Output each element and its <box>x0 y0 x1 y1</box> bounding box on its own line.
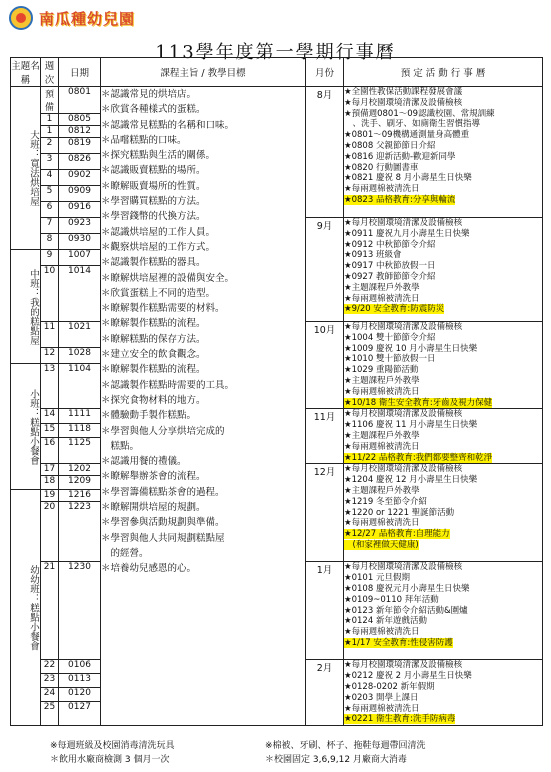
table-header-row <box>11 58 543 87</box>
highlighted-activity <box>344 453 542 464</box>
date-cell: 1014 <box>59 266 101 322</box>
activity-text: ★每兩週棉被清洗日 <box>344 518 420 529</box>
school-logo <box>5 4 155 34</box>
date-cell: 0819 <box>59 138 101 154</box>
week-cell: 23 <box>41 674 59 688</box>
activity-item <box>344 141 542 152</box>
activity-text: ★1029 重陽節活動 <box>344 365 419 376</box>
week-cell: 24 <box>41 688 59 702</box>
date-cell: 1125 <box>59 437 101 463</box>
week-cell: 1 <box>41 114 59 126</box>
activity-text: ★0823 品格教育:分享與輪流 <box>344 194 456 205</box>
activity-text: ★0821 慶祝 8 月小壽星生日快樂 <box>344 173 472 184</box>
week-cell: 11 <box>41 322 59 348</box>
activity-item <box>344 464 542 475</box>
date-cell: 0805 <box>59 114 101 126</box>
date-cell: 1216 <box>59 490 101 502</box>
goal-item: ＊探究糕點與生活的關係。 <box>101 150 216 162</box>
month-cell: 12月 <box>306 464 344 562</box>
activity-text: ★每月校園環境清潔及設備檢核 <box>344 660 463 671</box>
goal-item: ＊認識販賣糕點的場所。 <box>101 165 206 177</box>
activity-text: ★1204 慶祝 12 月小壽星生日快樂 <box>344 475 478 486</box>
activities-cell <box>344 322 543 409</box>
week-cell: 8 <box>41 234 59 250</box>
week-cell: 25 <box>41 702 59 726</box>
activity-item <box>344 109 542 120</box>
date-cell: 0113 <box>59 674 101 688</box>
activity-text: ★1219 冬至節令介紹 <box>344 496 427 507</box>
goals-cell <box>101 87 306 726</box>
date-cell: 0812 <box>59 126 101 138</box>
week-cell: 7 <box>41 218 59 234</box>
activity-text: ★0124 新年遊戲活動 <box>344 616 427 627</box>
activity-text: ★主題課程戶外教學 <box>344 282 420 293</box>
date-cell: 1021 <box>59 322 101 348</box>
activity-text: ★0917 中秋節放假一日 <box>344 261 436 272</box>
activity-item <box>344 431 542 442</box>
goal-item: ＊品嚐糕點的口味。 <box>101 134 187 146</box>
goal-item: ＊認識製作糕點的器具。 <box>101 257 206 269</box>
goal-item: 糕點。 <box>101 440 140 452</box>
activity-text: ★0221 衛生教育:洗手防病毒 <box>344 714 456 725</box>
goal-item: ＊觀察烘培屋的工作方式。 <box>101 241 216 253</box>
goal-item: ＊認識用餐的禮儀。 <box>101 456 187 468</box>
goal-item: ＊認識常見的烘培店。 <box>101 89 197 100</box>
activity-text: ★每月校園環境清潔及設備檢核 <box>344 97 463 108</box>
week-cell: 9 <box>41 250 59 266</box>
activity-text: ★主題課程戶外教學 <box>344 485 420 496</box>
goal-item: ＊學習錢幣的代換方法。 <box>101 211 206 223</box>
goal-item: ＊學習與他人分享烘培完成的 <box>101 425 225 437</box>
activities-cell <box>344 409 543 464</box>
goal-item: ＊認識常見糕點的名稱和口味。 <box>101 119 235 131</box>
month-cell: 8月 <box>306 87 344 218</box>
activity-text: ★每兩週棉被清洗日 <box>344 627 420 638</box>
header-month: 月份 <box>306 58 344 87</box>
activity-item <box>344 294 542 305</box>
date-cell: 0930 <box>59 234 101 250</box>
activity-text: ★0801～09機構通測量身高體重 <box>344 130 470 141</box>
page-title: 113學年度第一學期行事曆 <box>155 42 396 63</box>
highlighted-activity <box>344 529 542 540</box>
week-cell: 15 <box>41 423 59 437</box>
activity-item <box>344 376 542 387</box>
activity-text: ★10/18 衛生安全教育:牙齒及視力保健 <box>344 397 493 408</box>
date-cell: 1007 <box>59 250 101 266</box>
activity-item <box>344 497 542 508</box>
week-cell: 21 <box>41 562 59 660</box>
footer-line-2 <box>50 752 407 765</box>
activity-text: ★1009 慶祝 10 月小壽星生日快樂 <box>344 343 478 354</box>
activity-item <box>344 218 542 229</box>
goal-item: ＊瞭解舉辦茶會的流程。 <box>101 471 206 483</box>
week-cell: 1 <box>41 126 59 138</box>
activity-item <box>344 229 542 240</box>
activity-text: 、洗手、刷牙、如廁衛生習慣指導 <box>344 119 481 130</box>
date-cell: 0909 <box>59 186 101 202</box>
week-cell: 16 <box>41 437 59 463</box>
month-cell: 2月 <box>306 660 344 726</box>
activity-text: ★預備週0801～09認識校園、常規訓練 <box>344 108 495 119</box>
week-cell: 預備 <box>41 87 59 114</box>
activity-item <box>344 152 542 163</box>
month-cell: 9月 <box>306 218 344 322</box>
footer-note-cleaning: ※每週班級及校園消毒清洗玩具 <box>50 741 175 751</box>
activity-text: ★0109~0110 拜年活動 <box>344 594 439 605</box>
goal-item: ＊瞭解糕點的保存方法。 <box>101 333 206 345</box>
activity-text: ★0816 迎新活動-歡迎新同學 <box>344 151 456 162</box>
header-week: 週次 <box>41 58 59 87</box>
activity-text: ★0128-0202 新年假期 <box>344 681 435 692</box>
activity-text: ★11/22 品格教育:我們都要整齊和乾淨 <box>344 452 493 463</box>
date-cell: 1104 <box>59 364 101 409</box>
goal-item: ＊學習與他人共同規劃糕點屋 <box>101 532 225 544</box>
date-cell: 0106 <box>59 660 101 674</box>
activity-item <box>344 562 542 573</box>
activity-item <box>344 616 542 627</box>
header-theme: 主題名稱 <box>11 58 41 87</box>
activity-text: ★每月校園環境清潔及設備檢核 <box>344 464 463 475</box>
week-cell: 5 <box>41 186 59 202</box>
activity-item <box>344 486 542 497</box>
activity-text: ★0912 中秋節節令介紹 <box>344 239 436 250</box>
week-cell: 2 <box>41 138 59 154</box>
week-cell: 20 <box>41 502 59 562</box>
date-cell: 1202 <box>59 464 101 476</box>
activity-item <box>344 442 542 453</box>
week-cell: 22 <box>41 660 59 674</box>
activity-item <box>344 595 542 606</box>
activity-item <box>344 387 542 398</box>
activity-item <box>344 508 542 519</box>
activity-item <box>344 250 542 261</box>
activity-item <box>344 240 542 251</box>
footer-note-water: ＊飲用水廠商檢測 3 個月一次 <box>50 755 170 765</box>
week-cell: 3 <box>41 154 59 170</box>
goal-item: ＊學習籌備糕點茶會的過程。 <box>101 486 225 498</box>
theme-cell: 大班：寬法烘培屋 <box>11 87 41 250</box>
activity-text: ★0203 開學上課日 <box>344 692 419 703</box>
goal-item: ＊欣賞各種樣式的蛋糕。 <box>101 104 206 116</box>
date-cell: 1230 <box>59 562 101 660</box>
footer-note-disinfection: ＊校園固定 3,6,9,12 月廠商大消毒 <box>265 755 407 765</box>
activity-text: ★0913 班級會 <box>344 250 402 261</box>
highlighted-activity <box>344 638 542 649</box>
activity-item <box>344 173 542 184</box>
date-cell: 1028 <box>59 348 101 364</box>
goal-item: ＊瞭解開烘培屋的規劃。 <box>101 502 206 514</box>
date-cell: 0916 <box>59 202 101 218</box>
logo-emblem-icon <box>9 6 33 30</box>
date-cell: 0801 <box>59 87 101 114</box>
highlighted-activity <box>344 398 542 409</box>
goal-item: ＊瞭解製作糕點的流程。 <box>101 364 206 376</box>
date-cell: 0127 <box>59 702 101 726</box>
activity-item <box>344 272 542 283</box>
activity-text: ★0212 慶祝 2 月小壽星生日快樂 <box>344 671 472 682</box>
table-row <box>11 87 543 114</box>
calendar-table <box>10 57 543 726</box>
activity-item <box>344 354 542 365</box>
goal-item: ＊瞭解製作糕點需要的材料。 <box>101 303 225 315</box>
activity-item <box>344 344 542 355</box>
goal-item: ＊體驗動手製作糕點。 <box>101 410 197 422</box>
goal-item: ＊培養幼兒感恩的心。 <box>101 563 197 575</box>
activity-item <box>344 333 542 344</box>
date-cell: 0826 <box>59 154 101 170</box>
week-cell: 14 <box>41 409 59 423</box>
activity-text: ★主題課程戶外教學 <box>344 430 420 441</box>
activity-text: ★每月校園環境清潔及設備檢核 <box>344 562 463 573</box>
activity-item <box>344 693 542 704</box>
activity-item <box>344 660 542 671</box>
date-cell: 1111 <box>59 409 101 423</box>
goal-item: ＊建立安全的飲食觀念。 <box>101 349 206 361</box>
goal-item: ＊認識烘培屋的工作人員。 <box>101 226 216 238</box>
activity-text: ★1004 雙十節節令介紹 <box>344 332 436 343</box>
footer-note-bedding: ※棉被、牙刷、杯子、拖鞋每週帶回清洗 <box>265 741 426 751</box>
activity-item <box>344 261 542 272</box>
goal-item: ＊瞭解製作糕點的流程。 <box>101 318 206 330</box>
activity-text: ★每月校園環境清潔及設備檢核 <box>344 409 463 420</box>
date-cell: 1118 <box>59 423 101 437</box>
activity-item <box>344 98 542 109</box>
activity-text: ★0820 行動圖書車 <box>344 162 419 173</box>
theme-cell: 中班：我的糕點屋 <box>11 250 41 364</box>
date-cell: 1209 <box>59 476 101 490</box>
activity-text: ★每兩週棉被清洗日 <box>344 293 420 304</box>
activity-item <box>344 322 542 333</box>
activity-item <box>344 573 542 584</box>
activity-item <box>344 606 542 617</box>
activity-text: ★1106 慶祝 11 月小壽星生日快樂 <box>344 420 478 431</box>
month-cell: 11月 <box>306 409 344 464</box>
highlighted-activity <box>344 540 542 551</box>
activity-item <box>344 475 542 486</box>
activity-item <box>344 130 542 141</box>
activity-text: ★每月校園環境清潔及設備檢核 <box>344 322 463 332</box>
week-cell: 12 <box>41 348 59 364</box>
activity-text: ★1220 or 1221 聖誕節活動 <box>344 507 455 518</box>
goal-item: 的經營。 <box>101 547 149 559</box>
activity-item <box>344 163 542 174</box>
week-cell: 10 <box>41 266 59 322</box>
activities-cell <box>344 660 543 726</box>
activity-text: ★12/27 品格教育:自理能力 <box>344 529 450 540</box>
header-date: 日期 <box>59 58 101 87</box>
header-activities: 預 定 活 動 行 事 曆 <box>344 58 543 87</box>
activity-text: ★每兩週棉被清洗日 <box>344 386 420 397</box>
activity-item <box>344 420 542 431</box>
activity-text: ★0911 慶祝九月小壽星生日快樂 <box>344 228 470 239</box>
activity-text: ★9/20 安全教育:防震防災 <box>344 304 445 315</box>
footer-line-1 <box>50 738 426 751</box>
theme-cell: 小班：糕點小餐會 <box>11 364 41 490</box>
activity-text: ★全園性教保活動課程發展會議 <box>344 87 463 97</box>
highlighted-activity <box>344 195 542 206</box>
week-cell: 13 <box>41 364 59 409</box>
activity-item <box>344 584 542 595</box>
activities-cell <box>344 464 543 562</box>
week-cell: 19 <box>41 490 59 502</box>
activity-text: ★主題課程戶外教學 <box>344 375 420 386</box>
activity-text: ★每兩週棉被清洗日 <box>344 184 420 195</box>
activity-text: ★1/17 安全教育:性侵害防護 <box>344 637 453 648</box>
goal-item: ＊探究食物材料的地方。 <box>101 394 206 406</box>
activity-text: ★每月校園環境清潔及設備檢核 <box>344 218 463 228</box>
goal-item: ＊瞭解販賣場所的性質。 <box>101 180 206 192</box>
activity-item <box>344 409 542 420</box>
goal-item: ＊瞭解烘培屋裡的設備與安全。 <box>101 272 235 284</box>
activities-cell <box>344 87 543 218</box>
week-cell: 18 <box>41 476 59 490</box>
activity-item <box>344 671 542 682</box>
date-cell: 0902 <box>59 170 101 186</box>
theme-cell: 幼幼班：糕點小餐會 <box>11 490 41 726</box>
activity-text: ★1010 雙十節放假一日 <box>344 354 436 365</box>
activity-item <box>344 87 542 98</box>
goal-item: ＊認識製作糕點時需要的工具。 <box>101 379 235 391</box>
activity-text: ★每兩週棉被清洗日 <box>344 703 420 714</box>
activity-item <box>344 365 542 376</box>
date-cell: 1223 <box>59 502 101 562</box>
activity-item <box>344 704 542 715</box>
activity-text: ★0108 慶祝元月小壽星生日快樂 <box>344 583 470 594</box>
activities-cell <box>344 562 543 660</box>
date-cell: 0923 <box>59 218 101 234</box>
activity-text: ★0808 父親節節日介紹 <box>344 140 436 151</box>
activity-item <box>344 518 542 529</box>
goal-item: ＊欣賞蛋糕上不同的造型。 <box>101 287 216 299</box>
activity-text: ★0123 新年節令介紹活動&圍爐 <box>344 605 468 616</box>
date-cell: 0120 <box>59 688 101 702</box>
week-cell: 4 <box>41 170 59 186</box>
activity-text: ★每兩週棉被清洗日 <box>344 441 420 452</box>
goal-item: ＊學習參與活動規劃與準備。 <box>101 517 225 529</box>
highlighted-activity <box>344 304 542 315</box>
month-cell: 10月 <box>306 322 344 409</box>
logo-text: 南瓜種幼兒園 <box>39 10 136 28</box>
week-cell: 17 <box>41 464 59 476</box>
activity-item <box>344 627 542 638</box>
activity-text: (和家裡做天健康) <box>344 539 419 550</box>
activity-text: ★0101 元旦假期 <box>344 573 410 584</box>
header-goals: 課程主旨 / 教學目標 <box>101 58 306 87</box>
goal-item: ＊學習購買糕點的方法。 <box>101 196 206 208</box>
activity-text: ★0927 教師節節令介紹 <box>344 271 436 282</box>
activity-item <box>344 682 542 693</box>
activity-item <box>344 119 542 130</box>
activity-item <box>344 283 542 294</box>
week-cell: 6 <box>41 202 59 218</box>
month-cell: 1月 <box>306 562 344 660</box>
activities-cell <box>344 218 543 322</box>
activity-item <box>344 184 542 195</box>
highlighted-activity <box>344 714 542 725</box>
